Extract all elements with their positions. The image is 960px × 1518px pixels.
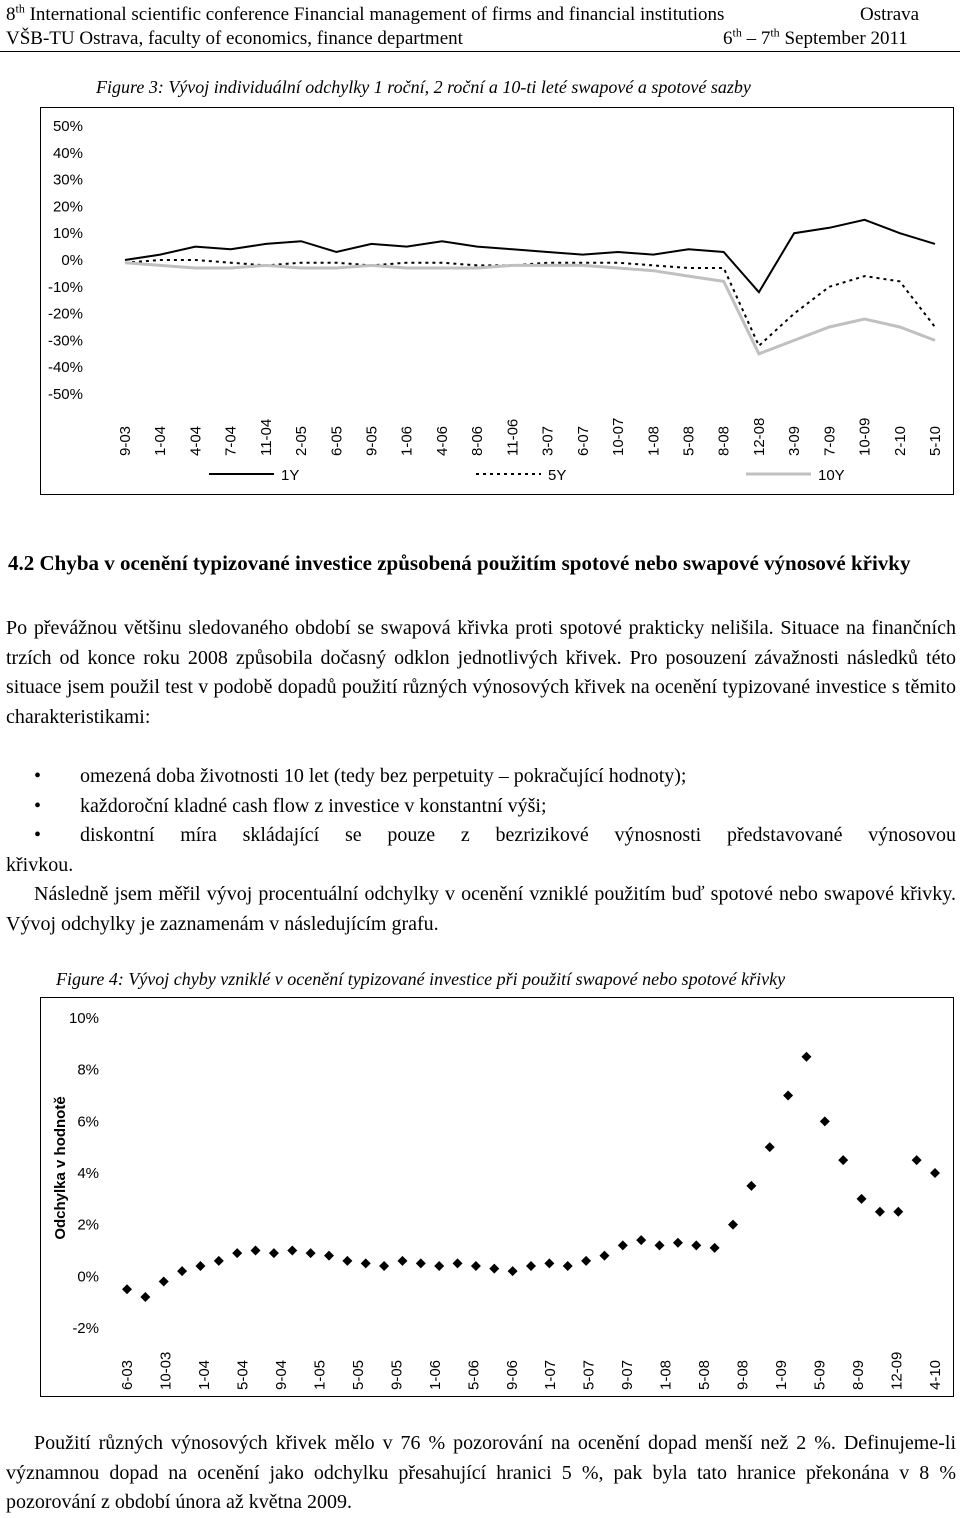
bullet-3-continuation: křivkou. [6, 854, 74, 876]
x-tick-label: 7-04 [222, 425, 240, 456]
x-tick-label: 5-07 [580, 1359, 598, 1390]
data-point [361, 1258, 371, 1268]
header-date [723, 25, 908, 50]
y-tick-label: -40% [47, 359, 83, 377]
x-tick-label: 6-05 [328, 425, 346, 456]
header-date-b-sup: th [770, 25, 780, 40]
data-point [857, 1194, 867, 1204]
y-tick-label: 10% [52, 225, 83, 243]
x-tick-label: 3-07 [539, 425, 557, 456]
header-date-a-sup: th [732, 25, 742, 40]
data-point [801, 1052, 811, 1062]
y-tick-label: -50% [47, 386, 83, 403]
x-tick-label: 9-07 [619, 1359, 637, 1390]
legend-10Y-label: 10Y [818, 467, 845, 484]
data-point [453, 1258, 463, 1268]
data-point [177, 1266, 187, 1276]
x-tick-label: 10-09 [856, 417, 874, 456]
x-tick-label: 9-06 [503, 1359, 521, 1390]
x-tick-label: 3-09 [786, 425, 804, 456]
bullet-mark: • [34, 795, 42, 817]
bullet-text: diskontní míra skládající se pouze z bezrizikové výnosnosti představované výnosovou [80, 824, 956, 846]
x-tick-label: 5-04 [234, 1359, 252, 1390]
data-point [508, 1266, 518, 1276]
data-point [875, 1207, 885, 1217]
data-point [820, 1116, 830, 1126]
x-tick-label: 5-10 [927, 425, 944, 456]
x-tick-label: 6-03 [119, 1359, 136, 1390]
x-tick-label: 11-06 [504, 418, 522, 456]
x-tick-label: 1-08 [657, 1359, 675, 1390]
header-date-dash: – [741, 28, 761, 49]
data-point [195, 1261, 205, 1271]
data-point [673, 1238, 683, 1248]
x-tick-label: 1-04 [152, 425, 170, 456]
y-tick-label: 50% [52, 118, 83, 135]
x-tick-label: 8-06 [469, 425, 487, 456]
y-axis-label: Odchylka v hodnotě [52, 1096, 69, 1240]
section-heading: 4.2 Chyba v ocenění typizované investice způsobená použitím spotové nebo swapové výnosové křivky [8, 551, 911, 575]
data-point [306, 1248, 316, 1258]
x-tick-label: 1-07 [542, 1359, 560, 1390]
data-point [416, 1258, 426, 1268]
header-date-rest: September 2011 [779, 28, 908, 49]
x-tick-label: 8-09 [850, 1359, 868, 1390]
data-point [214, 1256, 224, 1266]
x-tick-label: 9-08 [734, 1359, 752, 1390]
x-tick-label: 9-03 [117, 425, 134, 456]
x-tick-label: 1-08 [645, 425, 663, 456]
y-tick-label: -30% [47, 332, 83, 350]
x-tick-label: 9-04 [272, 1359, 290, 1390]
data-point [838, 1155, 848, 1165]
data-point [746, 1181, 756, 1191]
figure4-plot [41, 998, 953, 1396]
x-tick-label: 10-07 [610, 417, 628, 456]
x-tick-label: 5-09 [811, 1359, 829, 1390]
header-rule [0, 51, 960, 52]
x-tick-label: 9-05 [388, 1359, 406, 1390]
data-point [471, 1261, 481, 1271]
y-tick-label: -10% [47, 278, 83, 296]
bullet-text: každoroční kladné cash flow z investice v konstantní výši; [80, 795, 547, 817]
x-tick-label: 2-05 [293, 425, 311, 456]
data-point [342, 1256, 352, 1266]
data-point [159, 1277, 169, 1287]
y-tick-label: 40% [52, 144, 83, 162]
data-point [581, 1256, 591, 1266]
data-point [397, 1256, 407, 1266]
y-tick-label: 10% [68, 1010, 99, 1027]
header-faculty: VŠB-TU Ostrava, faculty of economics, finance department [6, 28, 463, 49]
y-tick-label: 30% [52, 171, 83, 189]
data-point [489, 1264, 499, 1274]
data-point [930, 1168, 940, 1178]
data-point [251, 1246, 261, 1256]
x-tick-label: 1-05 [311, 1359, 329, 1390]
header-city: Ostrava [860, 4, 920, 25]
y-tick-label: 2% [77, 1216, 99, 1234]
y-tick-label: 0% [61, 252, 83, 269]
x-tick-label: 10-03 [157, 1351, 175, 1390]
x-tick-label: 1-06 [426, 1359, 444, 1390]
y-tick-label: 8% [77, 1061, 99, 1079]
x-tick-label: 1-09 [773, 1359, 791, 1390]
series-10Y-line [125, 263, 935, 354]
x-tick-label: 1-04 [195, 1359, 213, 1390]
paragraph-3: Použití různých výnosových křivek mělo v 76 % pozorování na ocenění dopad menší než 2 %. Definujeme-li významnou dopad na ocenění jako odchylku přesahující hranici 5 %, pak byla tato hranice překonána v 8 % pozorování z období února až května 2009. [6, 1432, 956, 1513]
data-point [526, 1261, 536, 1271]
data-point [122, 1284, 132, 1294]
figure4-caption: Figure 4: Vývoj chyby vzniklé v ocenění typizované investice při použití swapové nebo spotové křivky [56, 969, 786, 989]
header-date-a: 6 [723, 28, 733, 49]
data-point [710, 1243, 720, 1253]
figure4-chart [40, 997, 954, 1397]
header-edition: 8 [6, 4, 16, 25]
x-tick-label: 5-05 [349, 1359, 367, 1390]
y-tick-label: 20% [52, 198, 83, 216]
x-tick-label: 2-10 [891, 425, 909, 456]
data-point [544, 1258, 554, 1268]
figure3-caption: Figure 3: Vývoj individuální odchylky 1 roční, 2 roční a 10-ti leté swapové a spotové sazby [96, 77, 751, 97]
x-tick-label: 4-04 [187, 425, 205, 456]
data-point [140, 1292, 150, 1302]
data-point [912, 1155, 922, 1165]
y-tick-label: 4% [77, 1165, 99, 1182]
legend-1Y-label: 1Y [281, 467, 300, 484]
bullet-mark: • [34, 765, 42, 787]
x-tick-label: 4-10 [927, 1359, 944, 1390]
x-tick-label: 6-07 [574, 425, 592, 456]
data-point [655, 1240, 665, 1250]
x-tick-label: 4-06 [433, 425, 451, 456]
data-point [691, 1240, 701, 1250]
figure3-plot [41, 108, 953, 494]
paragraph-1: Po převážnou většinu sledovaného období se swapová křivka proti spotové prakticky nelišila. Situace na finančních trzích od konce roku 2008 způsobila dočasný odklon jednotlivých křivek. Pro posouzení závažnosti následků této situace jsem použil test v podobě dopadů použití různých výnosových křivek na ocenění typizované investice s těmito charakteristikami: [6, 617, 956, 728]
data-point [893, 1207, 903, 1217]
y-tick-label: 6% [77, 1113, 99, 1131]
x-tick-label: 12-08 [750, 417, 768, 456]
data-point [269, 1248, 279, 1258]
data-point [599, 1251, 609, 1261]
header-conference: International scientific conference Financial management of firms and financial institutions [24, 4, 725, 25]
data-point [232, 1248, 242, 1258]
figure3-chart [40, 107, 954, 495]
data-point [379, 1261, 389, 1271]
x-tick-label: 5-06 [465, 1359, 483, 1390]
data-point [618, 1240, 628, 1250]
x-tick-label: 5-08 [696, 1359, 714, 1390]
y-tick-label: -20% [47, 305, 83, 323]
data-point [783, 1091, 793, 1101]
x-tick-label: 9-05 [363, 425, 381, 456]
data-point [728, 1220, 738, 1230]
x-tick-label: 11-04 [257, 418, 275, 456]
x-tick-label: 8-08 [715, 425, 733, 456]
x-tick-label: 1-06 [398, 425, 416, 456]
header-line-1 [6, 1, 725, 26]
y-tick-label: -2% [72, 1320, 99, 1337]
data-point [765, 1142, 775, 1152]
bullet-text: omezená doba životnosti 10 let (tedy bez perpetuity – pokračující hodnoty); [80, 765, 687, 787]
data-point [434, 1261, 444, 1271]
data-point [324, 1251, 334, 1261]
x-tick-label: 7-09 [821, 425, 839, 456]
header-date-b: 7 [760, 28, 771, 49]
header-edition-suffix: th [15, 1, 25, 16]
series-1Y-line [125, 220, 935, 292]
legend-5Y-label: 5Y [548, 467, 567, 484]
paragraph-2: Následně jsem měřil vývoj procentuální odchylky v ocenění vzniklé použitím buď spotové nebo swapové křivky. Vývoj odchylky je zaznamenám v následujícím grafu. [6, 883, 956, 935]
data-point [563, 1261, 573, 1271]
x-tick-label: 12-09 [888, 1351, 906, 1390]
y-tick-label: 0% [77, 1268, 99, 1286]
x-tick-label: 5-08 [680, 425, 698, 456]
bullet-mark: • [34, 824, 42, 846]
data-point [636, 1235, 646, 1245]
data-point [287, 1246, 297, 1256]
